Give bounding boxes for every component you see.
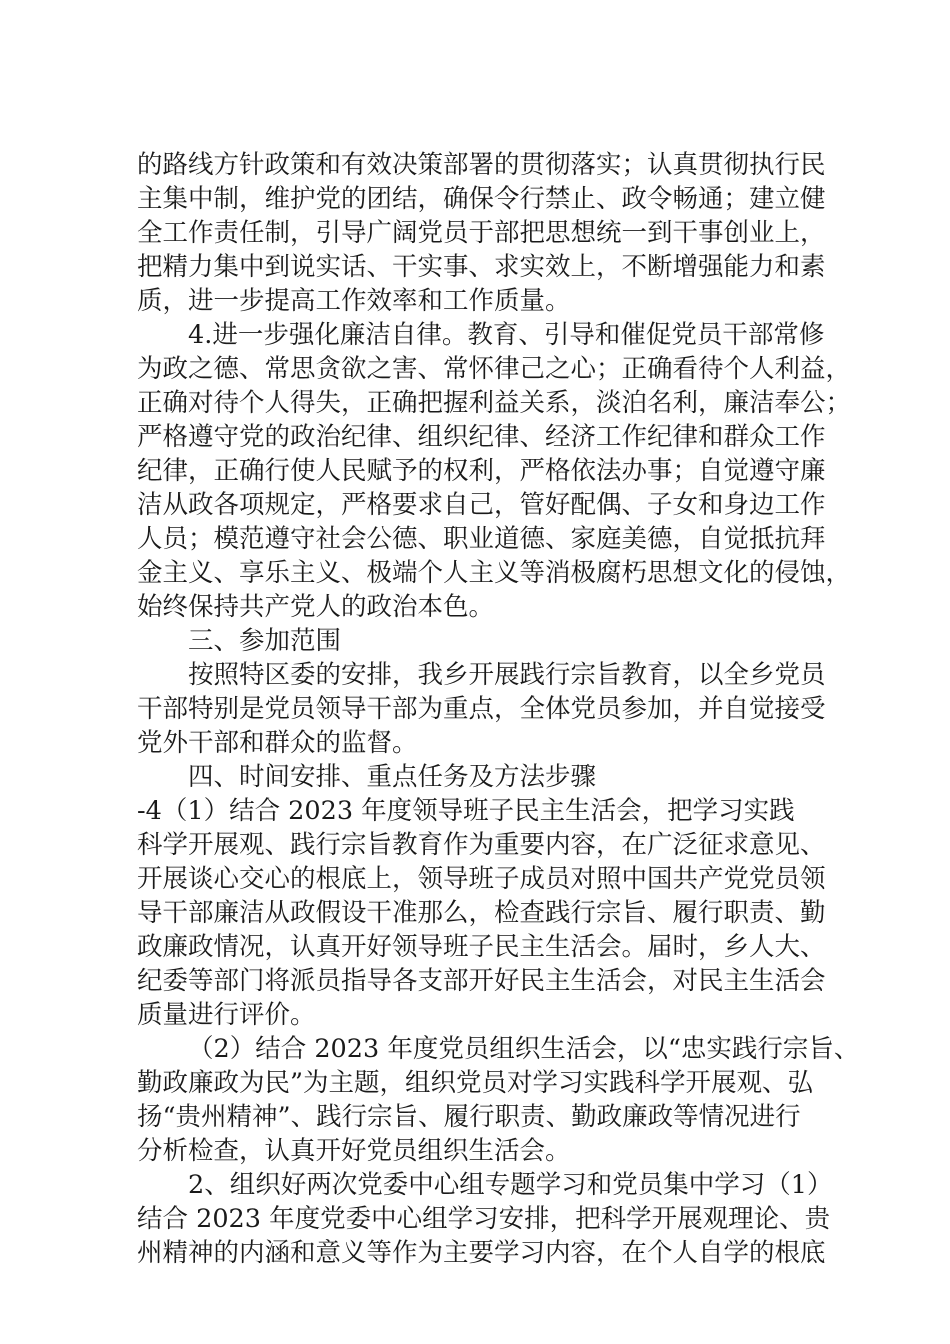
text-line: 政廉政情况，认真开好领导班子民主生活会。届时，乡人大、 bbox=[137, 932, 826, 962]
text-line: 勤政廉政为民”为主题，组织党员对学习实践科学开展观、弘 bbox=[137, 1068, 814, 1098]
text-line: 扬“贵州精神”、践行宗旨、履行职责、勤政廉政等情况进行 bbox=[137, 1102, 801, 1132]
paragraph-start-line: 4.进一步强化廉洁自律。教育、引导和催促党员干部常修 bbox=[188, 320, 825, 350]
text-line: 主集中制，维护党的团结，确保令行禁止、政令畅通；建立健 bbox=[137, 184, 826, 214]
text-line: 为政之德、常思贪欲之害、常怀律己之心；正确看待个人利益， bbox=[137, 354, 852, 384]
text-line: 金主义、享乐主义、极端个人主义等消极腐朽思想文化的侵蚀， bbox=[137, 558, 852, 588]
text-line: 严格遵守党的政治纪律、组织纪律、经济工作纪律和群众工作 bbox=[137, 422, 826, 452]
text-line: 把精力集中到说实话、干实事、求实效上，不断增强能力和素 bbox=[137, 252, 826, 282]
text-line: 质量进行评价。 bbox=[137, 1000, 316, 1030]
text-line: 洁从政各项规定，严格要求自己，管好配偶、子女和身边工作 bbox=[137, 490, 826, 520]
document-body bbox=[137, 148, 860, 1270]
text-line: 的路线方针政策和有效决策部署的贯彻落实；认真贯彻执行民 bbox=[137, 150, 826, 180]
text-line: 导干部廉洁从政假设干准那么，检查践行宗旨、履行职责、勤 bbox=[137, 898, 826, 928]
text-line: 纪律，正确行使人民赋予的权利，严格依法办事；自觉遵守廉 bbox=[137, 456, 826, 486]
text-line: 结合 2023 年度党委中心组学习安排，把科学开展观理论、贵 bbox=[137, 1204, 831, 1234]
text-line: 质，进一步提高工作效率和工作质量。 bbox=[137, 286, 571, 316]
section-heading: 三、参加范围 bbox=[188, 626, 342, 656]
paragraph-start-line: （2）结合 2023 年度党员组织生活会，以“忠实践行宗旨、 bbox=[188, 1034, 860, 1064]
paragraph-start-line: -4（1）结合 2023 年度领导班子民主生活会，把学习实践 bbox=[137, 796, 795, 826]
text-line: 人员；模范遵守社会公德、职业道德、家庭美德，自觉抵抗拜 bbox=[137, 524, 826, 554]
paragraph-start-line: 2、组织好两次党委中心组专题学习和党员集中学习（1） bbox=[188, 1170, 833, 1200]
text-line: 开展谈心交心的根底上，领导班子成员对照中国共产党党员领 bbox=[137, 864, 826, 894]
text-line: 州精神的内涵和意义等作为主要学习内容，在个人自学的根底 bbox=[137, 1238, 826, 1268]
text-line: 党外干部和群众的监督。 bbox=[137, 728, 418, 758]
paragraph-start-line: 按照特区委的安排，我乡开展践行宗旨教育，以全乡党员 bbox=[188, 660, 826, 690]
text-line: 正确对待个人得失，正确把握利益关系，淡泊名利，廉洁奉公； bbox=[137, 388, 852, 418]
text-line: 分析检查，认真开好党员组织生活会。 bbox=[137, 1136, 571, 1166]
text-line: 纪委等部门将派员指导各支部开好民主生活会，对民主生活会 bbox=[137, 966, 826, 996]
text-line: 始终保持共产党人的政治本色。 bbox=[137, 592, 495, 622]
text-line: 全工作责任制，引导广阔党员于部把思想统一到干事创业上， bbox=[137, 218, 826, 248]
text-line: 干部特别是党员领导干部为重点，全体党员参加，并自觉接受 bbox=[137, 694, 826, 724]
section-heading: 四、时间安排、重点任务及方法步骤 bbox=[188, 762, 597, 792]
text-line: 科学开展观、践行宗旨教育作为重要内容，在广泛征求意见、 bbox=[137, 830, 826, 860]
